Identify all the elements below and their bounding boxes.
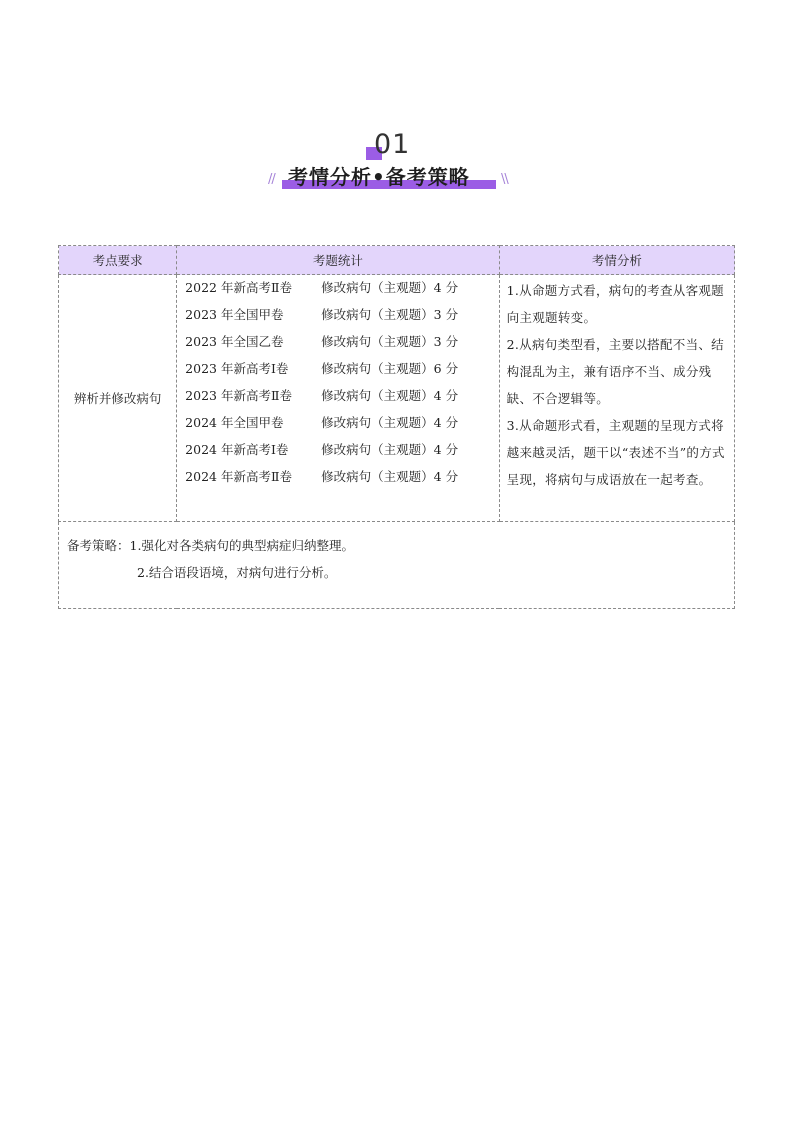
strategy-line-1: [67, 532, 734, 559]
strategy-item: 2.结合语段语境，对病句进行分析。: [137, 565, 337, 580]
strategy-line-2: [67, 559, 734, 586]
stat-detail: 修改病句（主观题）3 分: [321, 307, 459, 322]
stat-exam: 2022 年新高考Ⅱ卷: [185, 280, 292, 295]
stat-detail: 修改病句（主观题）3 分: [321, 334, 459, 349]
stats-list: [177, 275, 498, 493]
header-analysis: 考情分析: [499, 246, 734, 275]
header-requirement: 考点要求: [59, 246, 177, 275]
list-item: [185, 331, 498, 358]
list-item: [185, 304, 498, 331]
list-item: [185, 358, 498, 385]
list-item: [185, 385, 498, 412]
stat-detail: 修改病句（主观题）4 分: [321, 415, 459, 430]
table-row: [59, 275, 735, 522]
strategy-item: 1.强化对各类病句的典型病症归纳整理。: [129, 538, 354, 553]
list-item: [185, 466, 498, 493]
analysis-text: 1.从命题方式看，病句的考查从客观题向主观题转变。 2.从病句类型看，主要以搭配不当、结构混乱为主，兼有语序不当、成分残缺、不合逻辑等。 3.从命题形式看，主观题的呈现方式将越来越灵活，题干以“表述不当”的方式呈现，将病句与成语放在一起考查。: [506, 283, 725, 487]
section-number: [366, 128, 426, 162]
strategy-cell: [59, 522, 735, 609]
decorative-slash-left: //: [268, 172, 275, 187]
exam-analysis-table: [58, 245, 735, 609]
stat-detail: 修改病句（主观题）4 分: [321, 469, 459, 484]
section-number-text: 01: [374, 129, 411, 160]
stat-exam: 2023 年新高考Ⅰ卷: [185, 361, 289, 376]
table-header-row: [59, 246, 735, 275]
stat-exam: 2024 年新高考Ⅰ卷: [185, 442, 289, 457]
section-title: [282, 164, 500, 194]
stat-exam: 2023 年全国乙卷: [185, 334, 284, 349]
stat-exam: 2024 年全国甲卷: [185, 415, 284, 430]
stat-detail: 修改病句（主观题）4 分: [321, 442, 459, 457]
stat-exam: 2024 年新高考Ⅱ卷: [185, 469, 292, 484]
section-title-text: 考情分析•备考策略: [288, 165, 470, 189]
stat-detail: 修改病句（主观题）6 分: [321, 361, 459, 376]
stat-detail: 修改病句（主观题）4 分: [321, 388, 459, 403]
analysis-cell: [499, 275, 734, 522]
stat-exam: 2023 年新高考Ⅱ卷: [185, 388, 292, 403]
decorative-slash-right: \\: [501, 172, 508, 187]
header-stats: 考题统计: [177, 246, 499, 275]
strategy-row: [59, 522, 735, 609]
section-header: [0, 120, 794, 200]
list-item: [185, 439, 498, 466]
stats-cell: [177, 275, 499, 522]
stat-detail: 修改病句（主观题）4 分: [321, 280, 459, 295]
strategy-label: 备考策略：: [67, 538, 130, 553]
list-item: [185, 277, 498, 304]
list-item: [185, 412, 498, 439]
requirement-cell: 辨析并修改病句: [59, 275, 177, 522]
stat-exam: 2023 年全国甲卷: [185, 307, 284, 322]
